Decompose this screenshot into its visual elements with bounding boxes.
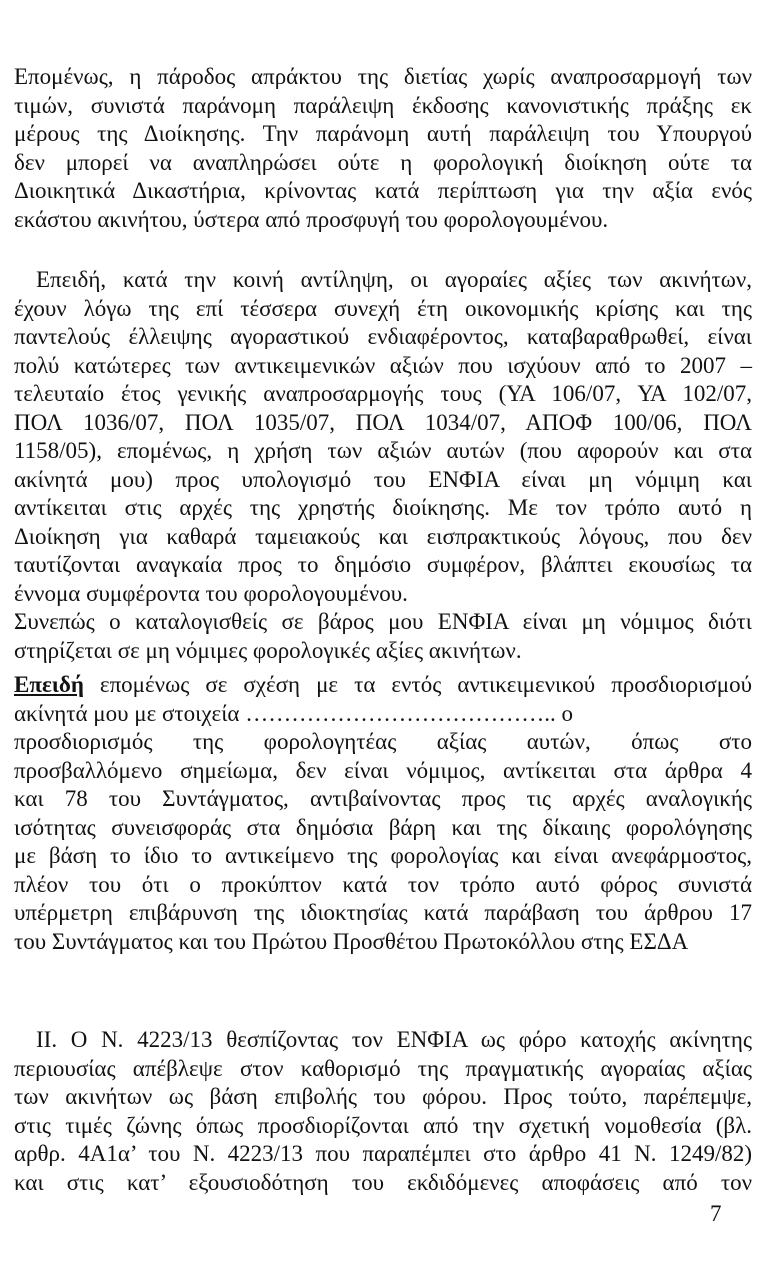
page-number: 7	[710, 1201, 722, 1226]
text-line: δεν μπορεί να αναπληρώσει ούτε η φορολογική διοίκηση ούτε τα	[14, 149, 752, 175]
text-line: 1158/05), επομένως, η χρήση των αξιών αυτών (που αφορούν και στα	[14, 438, 752, 463]
text-line: τελευταίο έτος γενικής αναπροσαρμογής τους (ΥΑ 106/07, ΥΑ 102/07,	[14, 381, 752, 406]
text-line: Διοίκηση για καθαρά ταμειακούς και εισπρακτικούς λόγους, που δεν	[14, 523, 752, 549]
text-line: τιμών, συνιστά παράνομη παράλειψη έκδοσης κανονιστικής πράξης εκ	[14, 92, 752, 118]
text-line: πολύ κατώτερες των αντικειμενικών αξιών που ισχύουν από το 2007 –	[14, 352, 752, 378]
text-line: αρθρ. 4Α1α’ του Ν. 4223/13 που παραπέμπει στο άρθρο 41 Ν. 1249/82)	[14, 1141, 752, 1166]
text-line: των ακινήτων ως βάση επιβολής του φόρου. Προς τούτο, παρέπεμψε,	[14, 1084, 752, 1109]
paragraph-epeidi-agoraies-axies	[14, 266, 752, 665]
text-line: στις τιμές ζώνης όπως προσδιορίζονται από την σχετική νομοθεσία (βλ.	[14, 1112, 752, 1138]
bold-underlined-lead-word: Επειδή	[14, 672, 84, 697]
paragraph-epeidi-bold	[14, 671, 752, 956]
text-line: με βάση το ίδιο το αντικείμενο της φορολογίας και είναι ανεφάρμοστος,	[14, 843, 752, 868]
text-line: έννομα συμφέροντα του φορολογουμένου.	[14, 580, 408, 606]
text-line: μέρους της Διοίκησης. Την παράνομη αυτή παράλειψη του Υπουργού	[14, 121, 752, 146]
text-line: Επειδή, κατά την κοινή αντίληψη, οι αγοραίες αξίες των ακινήτων,	[36, 267, 752, 292]
paragraph-ii-n-4223	[14, 1026, 752, 1197]
text-line: και 78 του Συντάγματος, αντιβαίνοντας προς τις αρχές αναλογικής	[14, 786, 752, 811]
text-line: Συνεπώς ο καταλογισθείς σε βάρος μου ΕΝΦΙΑ είναι μη νόμιμος διότι	[14, 609, 752, 634]
text-line: υπέρμετρη επιβάρυνση της ιδιοκτησίας κατά παράβαση του άρθρου 17	[14, 900, 752, 925]
text-line: περιουσίας απέβλεψε στον καθορισμό της πραγματικής αγοραίας αξίας	[14, 1055, 752, 1081]
text-line: πλέον του ότι ο προκύπτον κατά τον τρόπο αυτό φόρος συνιστά	[14, 871, 752, 897]
text-line: στηρίζεται σε μη νόμιμες φορολογικές αξίες ακινήτων.	[14, 637, 522, 663]
text-line: ισότητας συνεισφοράς στα δημόσια βάρη και της δίκαιης φορολόγησης	[14, 814, 752, 840]
text-line: προσδιορισμός της φορολογητέας αξίας αυτών, όπως στο	[14, 729, 752, 754]
text-line: Επειδή επομένως σε σχέση με τα εντός αντικειμενικού προσδιορισμού	[14, 672, 752, 697]
text-line: και στις κατ’ εξουσιοδότηση του εκδιδόμενες αποφάσεις από τον	[14, 1169, 752, 1195]
text-line: προσβαλλόμενο σημείωμα, δεν είναι νόμιμος, αντίκειται στα άρθρα 4	[14, 757, 752, 783]
text-line: ακίνητά μου με στοιχεία ………………………………….. ο	[14, 700, 573, 726]
text-line: ακίνητά μου) προς υπολογισμό του ΕΝΦΙΑ είναι μη νόμιμη και	[14, 466, 752, 492]
text-line: Διοικητικά Δικαστήρια, κρίνοντας κατά περίπτωση για την αξία ενός	[14, 178, 752, 203]
paragraph-parodos-diatias	[14, 63, 752, 234]
text-line: παντελούς έλλειψης αγοραστικού ενδιαφέροντος, καταβαραθρωθεί, είναι	[14, 324, 752, 349]
text-line: εκάστου ακινήτου, ύστερα από προσφυγή του φορολογουμένου.	[14, 206, 609, 232]
text-line: αντίκειται στις αρχές της χρηστής διοίκησης. Με τον τρόπο αυτό η	[14, 495, 752, 520]
text-line: Επομένως, η πάροδος απράκτου της διετίας χωρίς αναπροσαρμογή των	[14, 64, 752, 89]
text-line: II. Ο Ν. 4223/13 θεσπίζοντας τον ΕΝΦΙΑ ως φόρο κατοχής ακίνητης	[36, 1027, 752, 1052]
text-line: έχουν λόγω της επί τέσσερα συνεχή έτη οικονομικής κρίσης και της	[14, 295, 752, 321]
text-line: του Συντάγματος και του Πρώτου Προσθέτου Πρωτοκόλλου στης ΕΣΔΑ	[14, 928, 689, 954]
text-line: ταυτίζονται αναγκαία προς το δημόσιο συμφέρον, βλάπτει εκουσίως τα	[14, 552, 752, 577]
text-line: ΠΟΛ 1036/07, ΠΟΛ 1035/07, ΠΟΛ 1034/07, ΑΠΟΦ 100/06, ΠΟΛ	[14, 409, 752, 435]
